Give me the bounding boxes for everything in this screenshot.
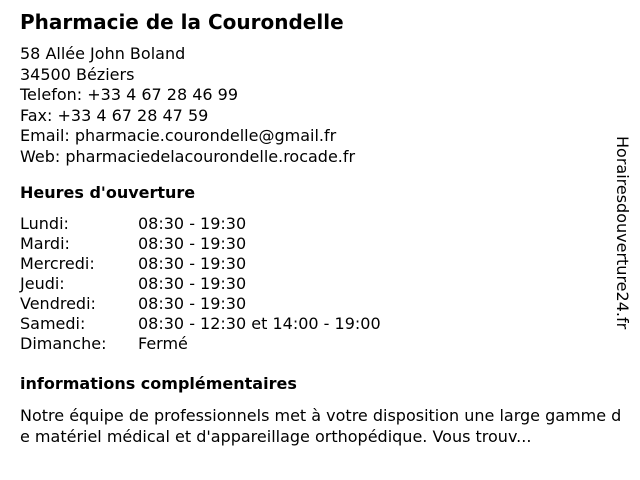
time-value: 08:30 - 12:30 et 14:00 - 19:00	[138, 314, 381, 333]
day-label: Mercredi:	[20, 254, 95, 273]
pharmacy-name: Pharmacie de la Courondelle	[20, 10, 344, 34]
time-value: 08:30 - 19:30	[138, 294, 247, 313]
street-address: 58 Allée John Boland	[20, 44, 186, 63]
day-label: Vendredi:	[20, 294, 96, 313]
time-value: 08:30 - 19:30	[138, 234, 247, 253]
day-label: Lundi:	[20, 214, 69, 233]
hours-heading: Heures d'ouverture	[20, 183, 196, 202]
time-value: 08:30 - 19:30	[138, 254, 247, 273]
time-value: 08:30 - 19:30	[138, 274, 247, 293]
day-label: Mardi:	[20, 234, 70, 253]
site-watermark: Horairesdouverture24.fr	[613, 136, 632, 330]
email-address: Email: pharmacie.courondelle@gmail.fr	[20, 126, 337, 145]
day-label: Dimanche:	[20, 334, 107, 353]
contact-block	[20, 44, 355, 167]
day-label: Samedi:	[20, 314, 86, 333]
city-address: 34500 Béziers	[20, 64, 135, 84]
time-value: 08:30 - 19:30	[138, 214, 247, 233]
website: Web: pharmaciedelacourondelle.rocade.fr	[20, 146, 356, 166]
fax-number: Fax: +33 4 67 28 47 59	[20, 105, 209, 125]
time-value: Fermé	[138, 334, 188, 353]
info-heading: informations complémentaires	[20, 374, 297, 393]
phone-number: Telefon: +33 4 67 28 46 99	[20, 85, 239, 104]
info-description: Notre équipe de professionnels met à votre disposition une large gamme de matériel médical et d'appareillage orthopédique. Vous trouv...	[20, 406, 622, 446]
day-label: Jeudi:	[20, 274, 65, 293]
